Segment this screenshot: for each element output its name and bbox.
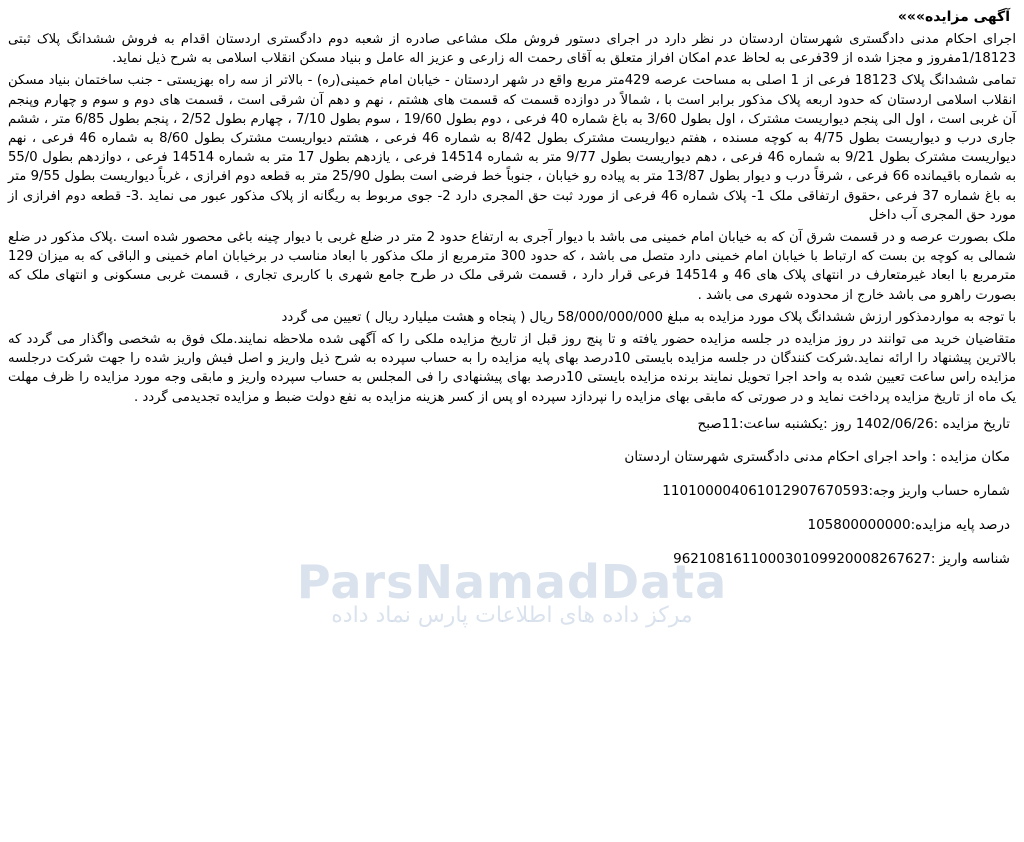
auction-notice (8, 6, 1016, 569)
property-description-paragraph: ملک بصورت عرصه و در قسمت شرق آن که به خیابان امام خمینی می باشد با دیوار آجری به ارتفاع حدود 2 متر در ضلع غربی با دیوار چینه باغی محصور شده است .پلاک مذکور در ضلع شمالی به کوچه بن بست که ارتباط با خیابان امام خمینی دارد متصل می باشد ، که حدود 300 مترمربع از ملک مذکور با ابعاد مناسب در برخیابان امام خمینی و الباقی که به میزان 129 مترمربع با ابعاد غیرمتعارف در انتهای پلاک های 46 و 14514 فرعی قرار دارد ، قسمت شرقی ملک در طرح جامع شهری با کاربری تجاری ، قسمت غربی مسکونی و انتهای ملک که بصورت راهرو می باشد خارج از محدوده شهری می باشد . (8, 230, 1017, 303)
property-boundaries-paragraph: تمامی ششدانگ پلاک 18123 فرعی از 1 اصلی به مساحت عرصه 429متر مربع واقع در شهر اردستان - خیابان امام خمینی(ره) - بالاتر از سه راه بهزیستی - جنب ساختمان بنیاد مسکن انقلاب اسلامی اردستان که حدود اربعه پلاک مذکور برابر است با ، شمالاً در دوازده قسمت که قسمت های هشتم ، نهم و دهم آن شرقی است ، قسمت های دوم و سوم و چهارم وپنجم آن غربی است ، اول الی پنجم دیواریست مشترک ، اول بطول 3/60 به باغ شماره 40 فرعی ، دوم بطول 19/60 ، سوم بطول 7/10 ، چهارم بطول 2/52 ، پنجم بطول 6/85 متر ، ششم جاری درب و دیواریست بطول 4/75 به کوچه مسنده ، هفتم دیواریست مشترک بطول 8/42 به شماره 46 فرعی ، هشتم دیواریست مشترک بطول 8/60 به شماره 46 فرعی ، نهم دیواریست مشترک بطول 9/21 به شماره 46 فرعی ، دهم دیواریست بطول 9/77 متر به شماره 14514 فرعی ، یازدهم بطول 17 متر به شماره 14514 فرعی ، دوازدهم بطول 55/0 به شماره باقیمانده 66 فرعی ، شرقاً درب و دیوار بطول 13/87 متر به پیاده رو خیابان ، جنوباً خط فرضی است بطول 25/90 متر به قطعه دوم افرازی ، غرباً دیواریست بطول 9/55 متر به باغ شماره 37 فرعی ،حقوق ارتفاقی ملک 1- پلاک شماره 46 فرعی از مورد ثبت حق المجری دارد 2- جوی مربوط به ریگانه از پلاک مذکور عبور می نماید .3- قطعه دوم افرازی از مورد حق المجری آب داخل (8, 73, 1016, 223)
base-percent: درصد پایه مزایده:105800000000 (807, 516, 1010, 533)
intro-paragraph: اجرای احکام مدنی دادگستری شهرستان اردستان در نظر دارد در اجرای دستور فروش ملک مشاعی صادره از شعبه دوم دادگستری اردستان اقدام به فروش ششدانگ پلاک ثبتی 1/18123مفروز و مجزا شده از 39فرعی به لحاظ عدم امکان افراز متعلق به آقای رحمت اله زارعی و عزیز اله عامل و بنیاد مسکن انقلاب اسلامی به شرح ذیل نماید. (8, 32, 1016, 67)
auction-date: تاریخ مزایده :1402/06/26 روز :یکشنبه ساعت:11صبح (697, 415, 1010, 432)
bidding-terms-paragraph: متقاضیان خرید می توانند در روز مزایده در جلسه مزایده حضور یافته و تا پنج روز قبل از تاریخ مزایده ملکی را که آگهی شده ملاحظه نمایند.ملک فوق به شخصی واگذار می گردد که بالاترین پیشنهاد را ارائه نماید.شرکت کنندگان در جلسه مزایده بایستی 10درصد بهای پایه مزایده را به حساب سپرده به شرح ذیل واریز و اصل فیش واریز شده را جهت شرکت درجلسه مزایده راس ساعت تعیین شده به واحد اجرا تحویل نمایند برنده مزایده بایستی 10درصد بهای پیشنهادی را فی المجلس به حساب سپرده واریز و مابقی وجه مورد مزایده را ظرف مهلت یک ماه از تاریخ مزایده پرداخت نماید و در صورتی که مابقی بهای مزایده را نپردازد سپرده او پس از کسر هزینه مزایده به نفع دولت ضبط و مزایده تجدیدمی گردد . (8, 332, 1016, 405)
account-number: شماره حساب واریز وجه:1101000040610129076705​93 (662, 482, 1010, 499)
watermark-subtext: مرکز داده های اطلاعات پارس نماد داده (331, 603, 693, 628)
auction-place: مکان مزایده : واحد اجرای احکام مدنی دادگستری شهرستان اردستان (624, 448, 1010, 465)
deposit-id: شناسه واریز :962108161100030109920008267627 (673, 550, 1010, 567)
watermark-logo-text: ParsNamadData (296, 555, 728, 609)
valuation-paragraph: با توجه به مواردمذکور ارزش ششدانگ پلاک مورد مزایده به مبلغ 58/000/000/000 ریال ( پنجاه و هشت میلیارد ریال ) تعیین می گردد (281, 309, 1016, 325)
notice-title: آگهی مزایده»»» (897, 9, 1010, 25)
